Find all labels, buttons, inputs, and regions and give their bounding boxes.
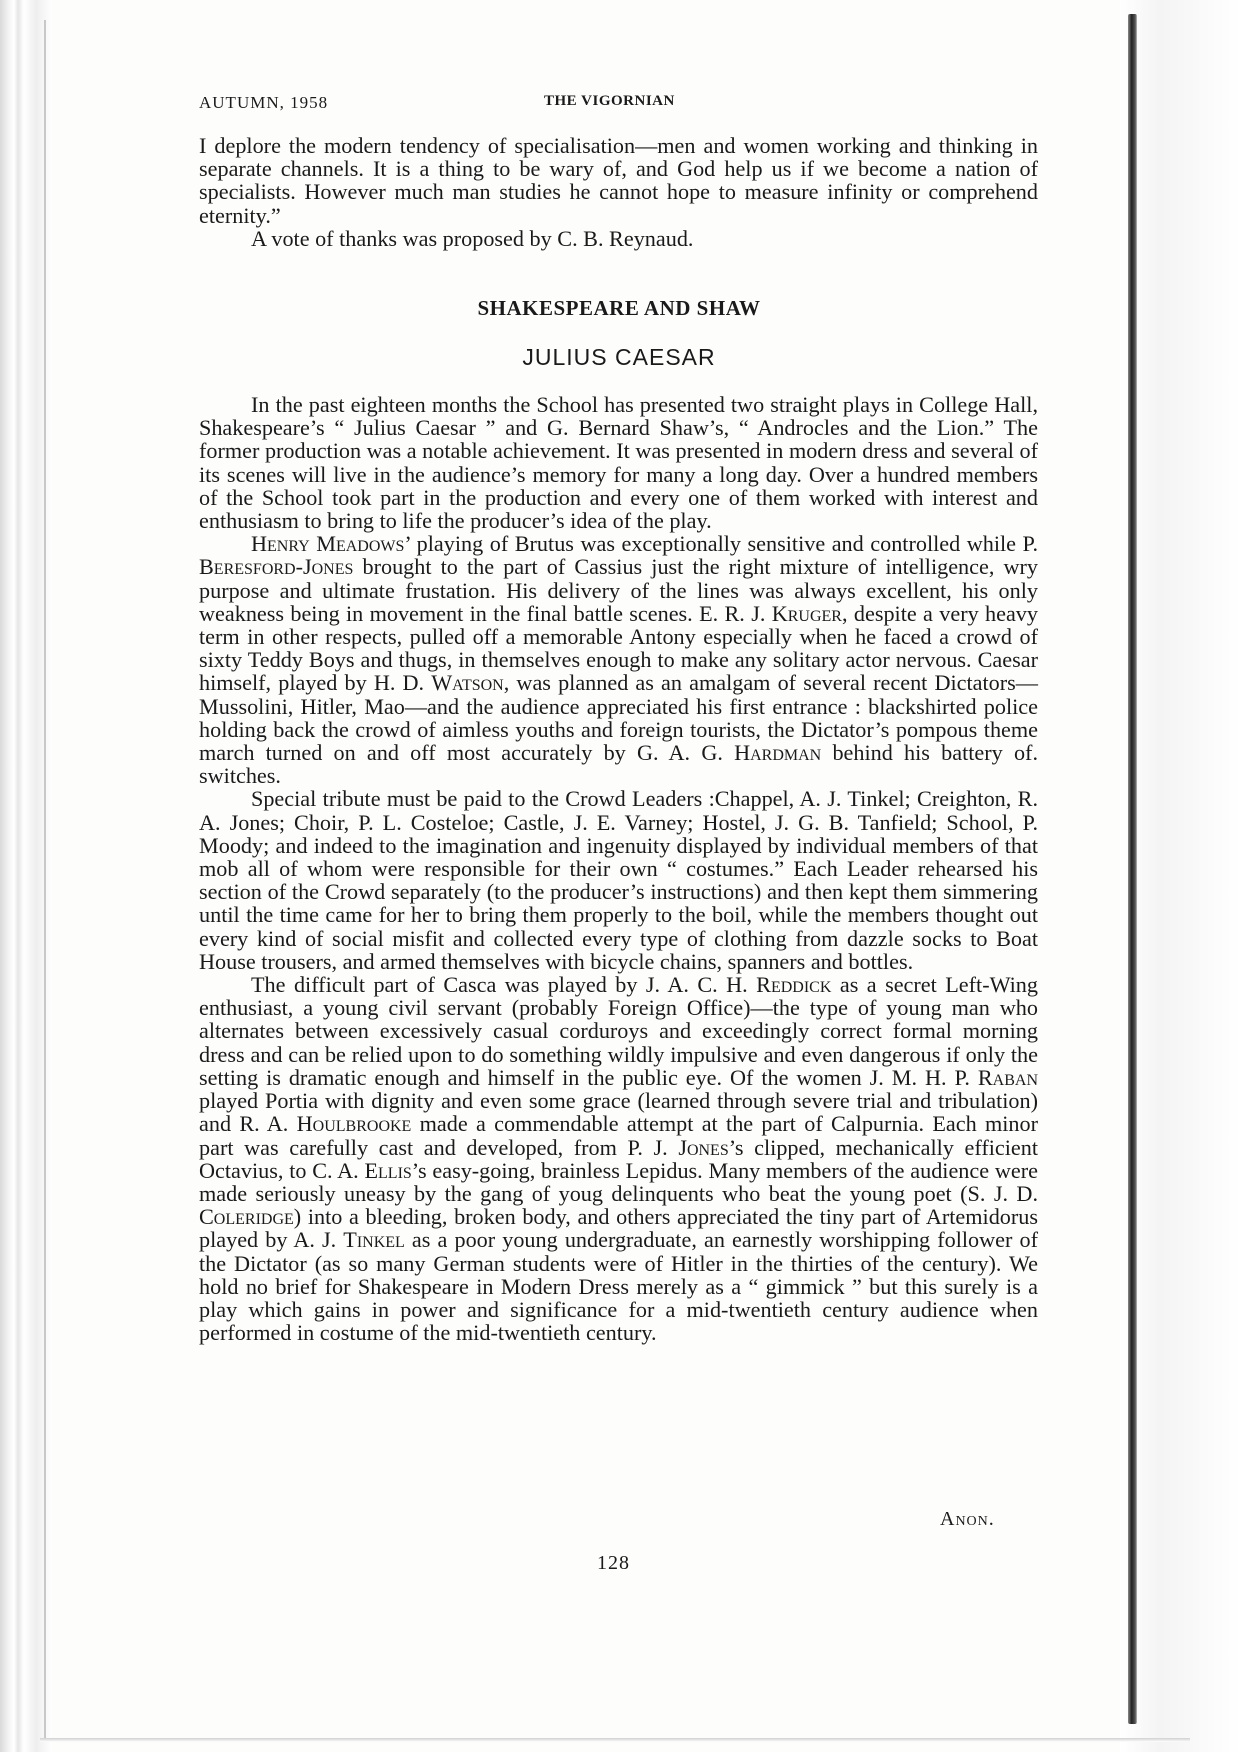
- paragraph-text: ) into a bleeding, broken body, and others appreciated the tiny part of Artemidorus played by A. J.: [199, 1204, 1038, 1253]
- article-body: [199, 393, 1038, 1344]
- cast-name: Coleridge: [199, 1204, 294, 1230]
- article-paragraph-4: [199, 973, 1038, 1344]
- article-title: SHAKESPEARE AND SHAW: [477, 296, 761, 320]
- cast-name: Beresford-Jones: [199, 554, 354, 580]
- scan-right-edge: [1120, 0, 1240, 1752]
- cast-name: Tinkel: [343, 1227, 405, 1253]
- paragraph-text: brought to the part of Cassius just the right mixture of intelligence, wry purpose and ultimate frustation. His delivery of the lines was always excellent, his only weakness being in movement in the final battle scenes. E. R. J.: [199, 554, 1038, 626]
- paragraph-text: made a commendable attempt at the part of Calpurnia. Each minor part was carefully cast and developed, from P. J.: [199, 1111, 1038, 1160]
- running-head: [199, 93, 1039, 117]
- paragraph-text: , despite a very heavy term in other respects, pulled off a memorable Antony especially when he faced a crowd of sixty Teddy Boys and thugs, in themselves enough to make any solitary actor nervous. Caesar himself, played by H. D.: [199, 600, 1038, 696]
- article-paragraph-1: In the past eighteen months the School has presented two straight plays in College Hall, Shakespeare’s “ Julius Caesar ” and G. Bernard Shaw’s, “ Androcles and the Lion.” The former production was a notable achievement. It was presented in modern dress and several of its scenes will live in the audience’s memory for many a long day. Over a hundred members of the School took part in the production and every one of them worked with interest and enthusiasm to bring to life the producer’s idea of the play.: [199, 392, 1038, 534]
- cast-name: Watson: [431, 670, 504, 696]
- article-signature: Anon.: [940, 1508, 995, 1530]
- scan-binding-line: [44, 20, 46, 1740]
- paragraph-text: , was planned as an amalgam of several recent Dictators—Mussolini, Hitler, Mao—and the audience appreciated his first entrance : blackshirted police holding back the crowd of aimless youths and foreign tourists, the Dictator’s pompous theme march turned on and off most accurately by G. A. G.: [199, 670, 1038, 766]
- paragraph-text: behind his battery of. switches.: [199, 740, 1038, 789]
- article-paragraph-2: [199, 532, 1038, 787]
- cast-name: Hardman: [734, 740, 822, 766]
- cast-name: Henry Meadows: [251, 531, 405, 557]
- paragraph-text: ’s easy-going, brainless Lepidus. Many members of the audience were made seriously uneasy by the gang of youg delinquents who beat the young poet (S. J. D.: [199, 1157, 1038, 1206]
- scan-bottom-edge: [40, 1738, 1190, 1742]
- cast-name: Reddick: [756, 972, 832, 998]
- article-paragraph-3: Special tribute must be paid to the Crowd Leaders :Chappel, A. J. Tinkel; Creighton, R. A. Jones; Choir, P. L. Costeloe; Castle, J. E. Varney; Hostel, J. G. B. Tanfield; School, P. Moody; and indeed to the imagination and ingenuity displayed by individual members of that mob all of whom were responsible for their own “ costumes.” Each Leader rehearsed his section of the Crowd separately (to the producer’s instructions) and then kept them simmering until the time came for her to bring them properly to the boil, while the members thought out every kind of social misfit and collected every type of clothing from dazzle socks to Boat House trousers, and armed themselves with bicycle chains, spanners and bottles.: [199, 786, 1038, 974]
- cast-name: Houlbrooke: [296, 1111, 412, 1137]
- running-head-date: AUTUMN, 1958: [199, 93, 329, 112]
- cast-name: Ellis: [364, 1157, 412, 1183]
- intro-text: [199, 134, 1038, 250]
- paragraph-text: as a secret Left-Wing enthusiast, a young civil servant (probably Foreign Office)—the type of young man who alternates between excessively casual corduroys and exceedingly correct formal morning dress and can be relied upon to do something wildly impulsive and even dangerous if only the setting is dramatic enough and himself in the public eye. Of the women J. M. H. P.: [199, 972, 1038, 1090]
- paragraph-text: ’ playing of Brutus was exceptionally sensitive and controlled while P.: [404, 531, 1038, 557]
- page-number: 128: [597, 1552, 630, 1574]
- scan-right-edge-bar: [1128, 14, 1137, 1724]
- paragraph-text: ’s clipped, mechanically efficient Octavius, to C. A.: [199, 1134, 1038, 1183]
- paragraph-text: The difficult part of Casca was played by J. A. C. H.: [251, 972, 757, 998]
- article-subtitle: JULIUS CAESAR: [522, 344, 716, 370]
- cast-name: Raban: [977, 1064, 1038, 1090]
- cast-name: Kruger: [771, 600, 842, 626]
- intro-paragraph-thanks: A vote of thanks was proposed by C. B. Reynaud.: [251, 225, 694, 251]
- cast-name: Jones: [678, 1134, 729, 1160]
- intro-paragraph-quote: I deplore the modern tendency of specialisation—men and women working and thinking in separate channels. It is a thing to be wary of, and God help us if we become a nation of specialists. However much man studies he cannot hope to measure infinity or comprehend eternity.”: [199, 133, 1038, 228]
- running-head-publication: THE VIGORNIAN: [544, 93, 675, 109]
- paragraph-text: as a poor young undergraduate, an earnestly worshipping follower of the Dictator (as so many German students were of Hitler in the thirties of the century). We hold no brief for Shakespeare in Modern Dress merely as a “ gimmick ” but this surely is a play which gains in power and significance for a mid-twentieth century audience when performed in costume of the mid-twentieth century.: [199, 1227, 1038, 1346]
- paragraph-text: played Portia with dignity and even some grace (learned through severe trial and tribulation) and R. A.: [199, 1088, 1038, 1137]
